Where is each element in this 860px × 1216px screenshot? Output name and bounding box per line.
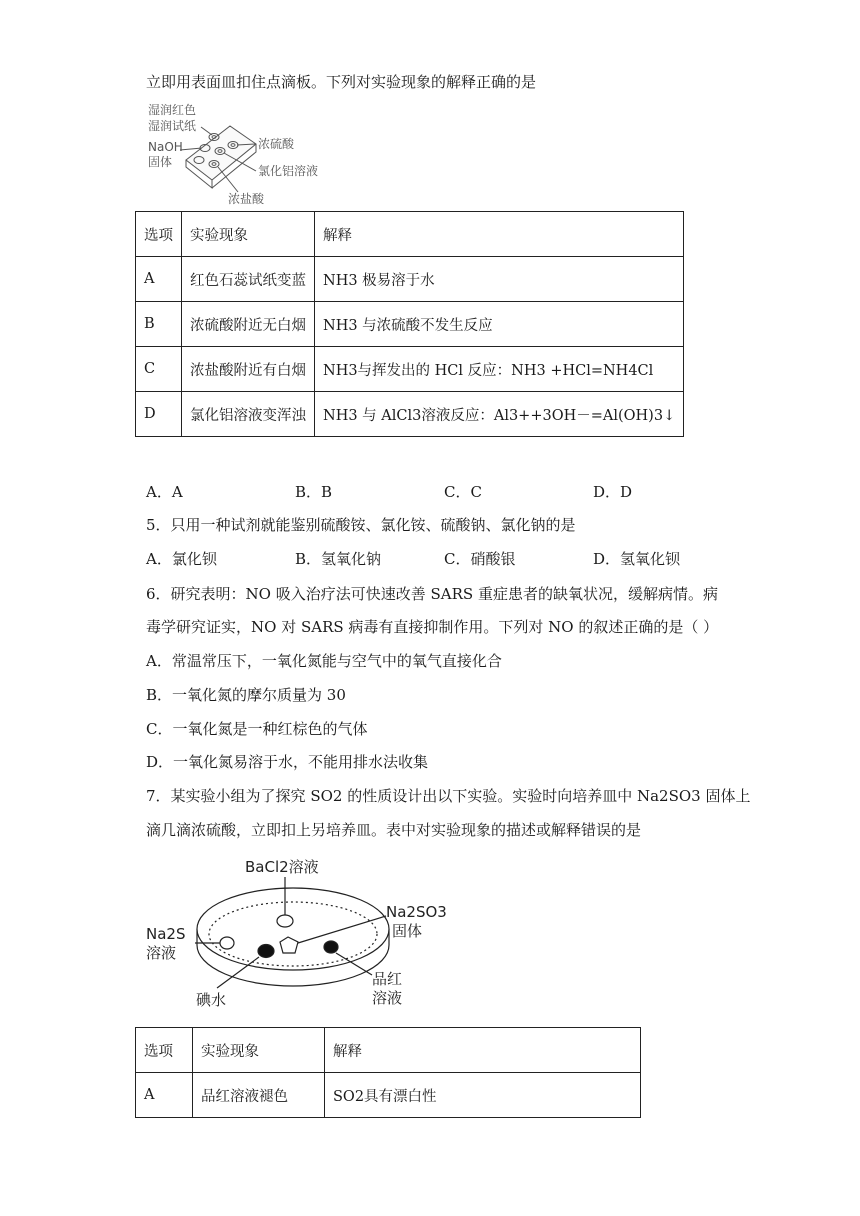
table-header-row <box>136 1028 641 1073</box>
q5-option-c[interactable]: C．硝酸银 <box>444 550 516 568</box>
row-option: D <box>136 392 182 437</box>
row-explanation: NH3 极易溶于水 <box>315 257 684 302</box>
table-header-option: 选项 <box>136 212 182 257</box>
label-alcl3: 氯化铝溶液 <box>258 164 319 178</box>
table-header-option: 选项 <box>136 1028 193 1073</box>
q7-table <box>135 1027 641 1118</box>
label-red-paper-1: 湿润红色 <box>148 103 197 117</box>
q6-stem-line1: 6．研究表明：NO 吸入治疗法可快速改善 SARS 重症患者的缺氧状况，缓解病情。病 <box>146 585 718 603</box>
label-na2s-1: Na2S <box>146 925 186 943</box>
label-iodine: 碘水 <box>196 991 227 1009</box>
q5-stem: 5．只用一种试剂就能鉴别硫酸铵、氯化铵、硫酸钠、氯化钠的是 <box>146 516 576 534</box>
q7-stem-line2: 滴几滴浓硫酸，立即扣上另培养皿。表中对实验现象的描述或解释错误的是 <box>146 821 642 839</box>
q4-options <box>146 482 706 502</box>
row-phenomenon: 氯化铝溶液变浑浊 <box>182 392 315 437</box>
table-header-phenomenon: 实验现象 <box>193 1028 325 1073</box>
label-naoh-1: NaOH <box>148 140 183 154</box>
q4-option-c[interactable]: C．C <box>444 483 482 501</box>
row-phenomenon: 红色石蕊试纸变蓝 <box>182 257 315 302</box>
table-header-row <box>136 212 684 257</box>
row-explanation: NH3 与 AlCl3溶液反应：Al3++3OH－=Al(OH)3↓ <box>315 392 684 437</box>
row-explanation: NH3与挥发出的 HCl 反应：NH3 +HCl=NH4Cl <box>315 347 684 392</box>
label-pinkred-2: 溶液 <box>372 989 403 1007</box>
table-row <box>136 302 684 347</box>
label-na2s-2: 溶液 <box>146 944 177 962</box>
q6-stem-line2: 毒学研究证实，NO 对 SARS 病毒有直接抑制作用。下列对 NO 的叙述正确的是（ ） <box>146 618 719 636</box>
label-pinkred-1: 品红 <box>372 970 403 988</box>
q5-option-b[interactable]: B．氢氧化钠 <box>295 550 382 568</box>
q5-options <box>146 549 706 569</box>
row-phenomenon: 浓盐酸附近有白烟 <box>182 347 315 392</box>
q4-option-b[interactable]: B．B <box>295 483 333 501</box>
table-row <box>136 257 684 302</box>
q6-option-d[interactable]: D．一氧化氮易溶于水，不能用排水法收集 <box>146 753 429 771</box>
row-explanation: NH3 与浓硫酸不发生反应 <box>315 302 684 347</box>
label-h2so4: 浓硫酸 <box>258 137 295 151</box>
q4-table <box>135 211 684 437</box>
q6-option-a[interactable]: A．常温常压下，一氧化氮能与空气中的氧气直接化合 <box>146 652 502 670</box>
row-phenomenon: 浓硫酸附近无白烟 <box>182 302 315 347</box>
label-na2so3-2: 固体 <box>392 922 423 940</box>
table-header-explanation: 解释 <box>325 1028 641 1073</box>
row-option: B <box>136 302 182 347</box>
label-na2so3-1: Na2SO3 <box>386 903 447 921</box>
q5-option-d[interactable]: D．氢氧化钡 <box>593 550 681 568</box>
petri-dish-diagram <box>140 850 460 1015</box>
q6-option-c[interactable]: C．一氧化氮是一种红棕色的气体 <box>146 720 368 738</box>
table-row <box>136 347 684 392</box>
label-hcl: 浓盐酸 <box>228 192 265 206</box>
q4-option-a[interactable]: A．A <box>146 483 183 501</box>
table-row <box>136 1073 641 1118</box>
row-option: A <box>136 257 182 302</box>
q7-stem-line1: 7．某实验小组为了探究 SO2 的性质设计出以下实验。实验时向培养皿中 Na2SO3 固体上 <box>146 787 751 805</box>
table-header-explanation: 解释 <box>315 212 684 257</box>
table-header-phenomenon: 实验现象 <box>182 212 315 257</box>
row-phenomenon: 品红溶液褪色 <box>193 1073 325 1118</box>
q6-option-b[interactable]: B．一氧化氮的摩尔质量为 30 <box>146 686 346 704</box>
row-explanation: SO2具有漂白性 <box>325 1073 641 1118</box>
q4-option-d[interactable]: D．D <box>593 483 633 501</box>
q4-intro: 立即用表面皿扣住点滴板。下列对实验现象的解释正确的是 <box>146 73 537 91</box>
spot-plate-diagram <box>146 100 326 210</box>
table-row <box>136 392 684 437</box>
label-bacl2: BaCl2溶液 <box>245 858 319 876</box>
label-naoh-2: 固体 <box>148 155 173 169</box>
q5-option-a[interactable]: A．氯化钡 <box>146 550 217 568</box>
row-option: A <box>136 1073 193 1118</box>
row-option: C <box>136 347 182 392</box>
label-red-paper-2: 湿润试纸 <box>148 119 197 133</box>
